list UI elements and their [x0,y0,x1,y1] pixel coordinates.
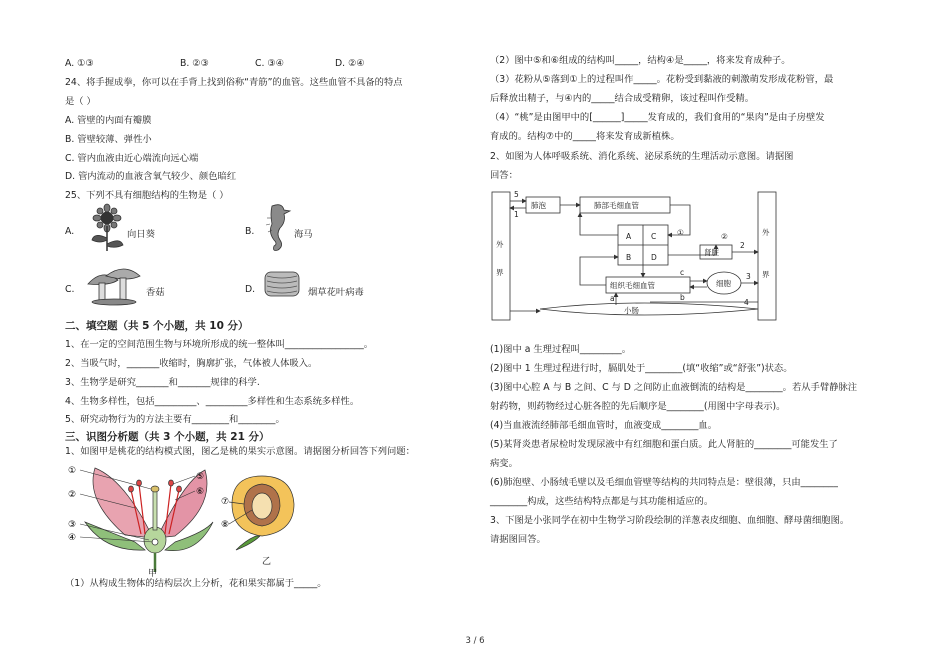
q32-part6-line1: (6)肺泡壁、小肠绒毛壁以及毛细血管壁等结构的共同特点是：壁很薄，只由________ [490,477,838,488]
label-7: ⑦ [221,497,230,507]
q31-part3-line1: （3）花粉从⑤落到①上的过程叫作_____。花粉受到黏液的刺激萌发形成花粉管，最 [490,74,834,85]
q32-part1: (1)图中 a 生理过程叫_________。 [490,344,631,355]
q32-stem-line2: 回答： [490,170,518,181]
q25-option-b-text: 海马 [294,229,313,240]
label-1: ① [68,466,77,476]
label-8: ⑧ [221,520,230,530]
lung-capillary-label: 肺部毛细血管 [594,201,639,210]
intestine-shape [540,303,758,315]
fill-q3: 3、生物学是研究_______和_______规律的科学. [65,377,260,388]
outside-left-1: 外 [496,240,504,249]
q25-option-c-letter: C. [65,284,75,295]
arrow-3-label: 3 [746,272,751,281]
arrow-2-label: 2 [740,241,745,250]
arrow-circle2-label: ② [721,232,728,241]
q31-part3-line2: 后释放出精子，与④内的_____结合成受精卵，该过程叫作受精。 [490,93,754,104]
q25-option-d-letter: D. [245,284,256,295]
figure-yi-caption: 乙 [262,557,272,567]
q24-option-d: D. 管内流动的血液含氧气较少、颜色暗红 [65,171,237,182]
q24-option-b: B. 管壁较薄、弹性小 [65,134,152,145]
fill-q5: 5、研究动物行为的方法主要有________和________。 [65,414,285,425]
q32-part6-line2: ________构成，这些结构特点都是与其功能相适应的。 [490,496,714,507]
outside-right-box [758,192,776,320]
intestine-label: 小肠 [624,306,639,315]
outside-left-2: 界 [496,268,504,277]
q31-part2: （2）图中⑤和⑥组成的结构叫_____，结构④是_____，将来发育成种子。 [490,55,791,66]
label-2: ② [68,490,77,500]
outside-left-box [492,192,510,320]
q33-stem-line1: 3、下图是小张同学在初中生物学习阶段绘制的洋葱表皮细胞、血细胞、酵母菌细胞图。 [490,515,850,526]
section-2-title: 二、填空题（共 5 个小题，共 10 分） [65,320,249,332]
arrow-c-label: c [680,268,685,277]
alveoli-label: 肺泡 [531,201,546,210]
label-3: ③ [68,520,77,530]
arrow-b-label: b [680,293,685,302]
q24-stem-line2: 是（ ） [65,96,96,107]
q31-part4-line1: （4）“桃”是由图甲中的[______]_____发育成的，我们食用的“果肉”是由子房壁发 [490,112,825,123]
q24-stem-line1: 24、将手握成拳，你可以在手背上找到俗称“青筋”的血管。这些血管不具备的特点 [65,77,403,88]
tissue-capillary-label: 组织毛细血管 [610,281,655,290]
q31-stem: 1、如图甲是桃花的结构模式图，图乙是桃的果实示意图。请据图分析回答下列问题： [65,446,415,457]
sunflower-image [86,204,128,252]
q25-option-c-text: 香菇 [146,287,165,298]
heart-d-label: D [651,253,657,262]
outside-right-1: 外 [762,228,770,237]
arrow-circle1-label: ① [677,228,684,237]
q24-option-a: A. 管壁的内面有瓣膜 [65,115,152,126]
q33-stem-line2: 请据图回答。 [490,534,546,545]
q25-option-d-text: 烟草花叶病毒 [308,287,364,298]
q23-option-c: C. ③④ [255,58,285,69]
arrow-a-label: a [610,294,615,303]
q25-option-a-letter: A. [65,226,75,237]
q31-part1: （1）从构成生物体的结构层次上分析，花和果实都属于_____。 [65,578,327,589]
q32-part4: (4)当血液流经肺部毛细血管时，血液变成________血。 [490,420,717,431]
peach-fruit-diagram [222,470,302,554]
heart-b-label: B [626,253,632,262]
figure-jia-caption: 甲 [148,569,158,579]
kidney-label: 肾脏 [704,248,719,257]
q24-option-c: C. 管内血液由近心端流向远心端 [65,153,199,164]
arrow-4-label: 4 [744,298,749,307]
q23-option-d: D. ②④ [335,58,365,69]
q25-stem: 25、下列不具有细胞结构的生物是（ ） [65,190,229,201]
q31-part4-line2: 育成的。结构⑦中的_____将来发育成新植株。 [490,131,680,142]
fill-q2: 2、当吸气时，_______收缩时，胸廓扩张，气体被人体吸入。 [65,358,318,369]
label-4: ④ [68,533,77,543]
page-number: 3 / 6 [465,636,485,646]
section-3-title: 三、识图分析题（共 3 个小题，共 21 分） [65,431,270,443]
q23-option-b: B. ②③ [180,58,209,69]
q25-option-a-text: 向日葵 [127,229,155,240]
physiology-diagram [490,187,780,327]
q25-option-b-letter: B. [245,226,255,237]
q32-part5-line1: (5)某肾炎患者尿检时发现尿液中有红细胞和蛋白质。此人肾脏的________可能发生了 [490,439,838,450]
heart-a-label: A [626,232,632,241]
q32-part3-line1: (3)图中心腔 A 与 B 之间、C 与 D 之间防止血液倒流的结构是________。若从手臂静脉注 [490,382,858,393]
label-5: ⑤ [196,472,205,482]
q23-option-a: A. ①③ [65,58,94,69]
mushroom-image [84,262,144,306]
arrow-1-label: 1 [514,210,519,219]
seahorse-image [262,202,294,254]
q32-part2: (2)图中 1 生理过程进行时，膈肌处于________(填“收缩”或“舒张”)状态。 [490,363,793,374]
tobacco-mosaic-virus-image [262,266,302,302]
q32-stem-line1: 2、如图为人体呼吸系统、消化系统、泌尿系统的生理活动示意图。请据图 [490,151,794,162]
cell-label: 细胞 [716,279,731,288]
arrow-5-label: 5 [514,190,519,199]
q32-part5-line2: 病变。 [490,458,518,469]
fill-q4: 4、生物多样性，包括_________、_________多样性和生态系统多样性。 [65,396,360,407]
q32-part3-line2: 射药物，则药物经过心脏各腔的先后顺序是________(用图中字母表示)。 [490,401,786,412]
fill-q1: 1、在一定的空间范围生物与环境所形成的统一整体叫_________________。 [65,339,374,350]
peach-flower-diagram [65,460,215,572]
heart-c-label: C [651,232,657,241]
label-6: ⑥ [196,487,205,497]
outside-right-2: 界 [762,270,770,279]
